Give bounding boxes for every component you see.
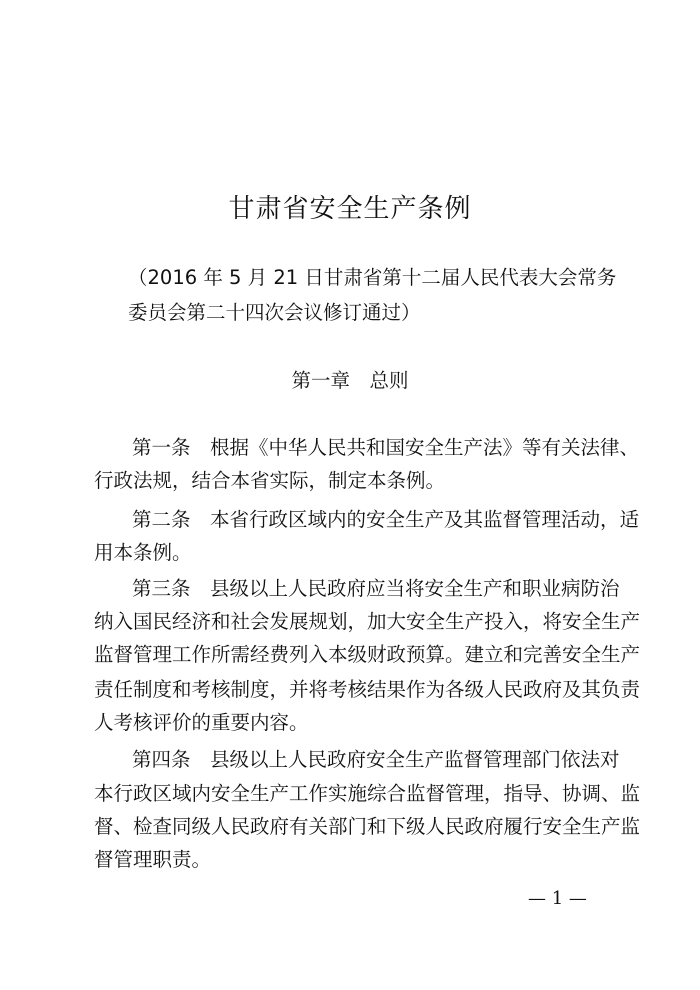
subtitle-line-1: （2016 年 5 月 21 日甘肃省第十二届人民代表大会常务 [128, 266, 617, 289]
article-4-line-1: 第四条 县级以上人民政府安全生产监督管理部门依法对 [132, 748, 620, 771]
article-3-line-4: 责任制度和考核制度，并将考核结果作为各级人民政府及其负责 [94, 678, 641, 701]
article-2-line-2: 用本条例。 [94, 541, 192, 564]
article-3-line-2: 纳入国民经济和社会发展规划，加大安全生产投入，将安全生产 [94, 610, 641, 633]
article-2-line-1: 第二条 本省行政区域内的安全生产及其监督管理活动，适 [132, 508, 640, 531]
article-3-line-5: 人考核评价的重要内容。 [94, 711, 309, 734]
article-1-line-2: 行政法规，结合本省实际，制定本条例。 [94, 469, 446, 492]
chapter-heading: 第一章 总则 [291, 369, 409, 392]
article-3-line-3: 监督管理工作所需经费列入本级财政预算。建立和完善安全生产 [94, 643, 641, 666]
page-number: — 1 — [528, 888, 587, 909]
article-4-line-2: 本行政区域内安全生产工作实施综合监督管理，指导、协调、监 [94, 782, 641, 805]
article-4-line-4: 督管理职责。 [94, 848, 212, 871]
article-1-line-1: 第一条 根据《中华人民共和国安全生产法》等有关法律、 [132, 436, 640, 459]
document-title: 甘肃省安全生产条例 [228, 194, 472, 224]
subtitle-line-2: 委员会第二十四次会议修订通过） [128, 301, 421, 324]
article-3-line-1: 第三条 县级以上人民政府应当将安全生产和职业病防治 [132, 577, 620, 600]
article-4-line-3: 督、检查同级人民政府有关部门和下级人民政府履行安全生产监 [94, 815, 641, 838]
